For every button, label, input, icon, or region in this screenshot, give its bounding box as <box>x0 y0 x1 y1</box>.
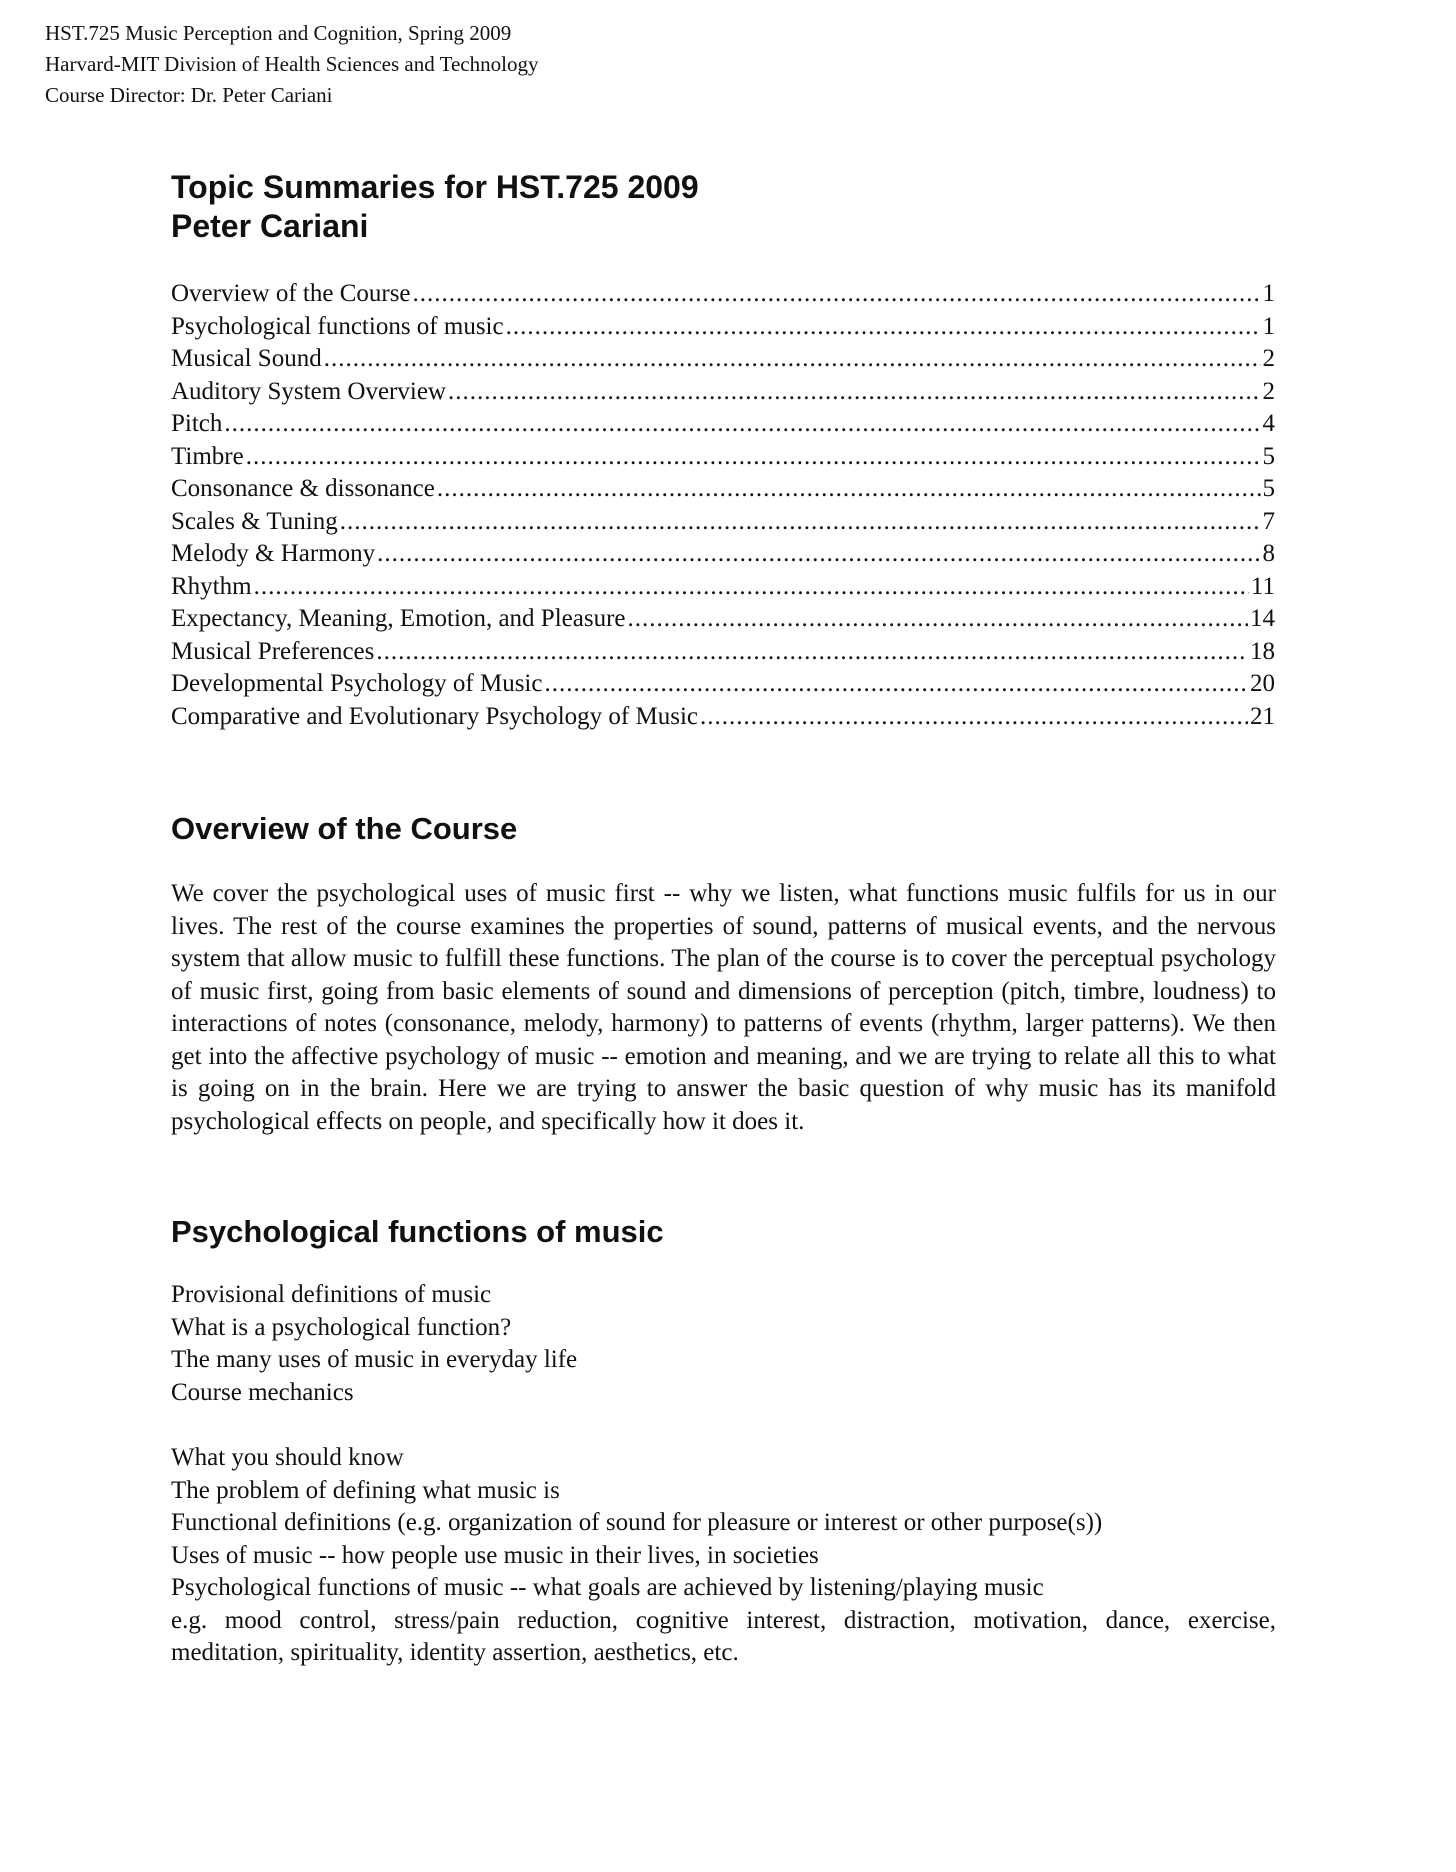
toc-entry[interactable] <box>171 408 1275 441</box>
toc-entry[interactable] <box>171 701 1275 734</box>
toc-entry-title: Pitch <box>171 410 223 437</box>
toc-entry-page: 2 <box>1262 377 1275 405</box>
toc-entry[interactable] <box>171 668 1275 701</box>
toc-entry-page: 11 <box>1250 572 1275 600</box>
toc-dot-leader <box>413 278 1261 311</box>
title-block <box>171 168 1276 246</box>
toc-entry-title: Developmental Psychology of Music <box>171 670 543 697</box>
topic-item: Course mechanics <box>171 1378 354 1406</box>
toc-entry-page: 5 <box>1262 475 1275 502</box>
toc-entry-page: 7 <box>1262 507 1275 535</box>
document-header <box>45 18 538 111</box>
toc-entry[interactable] <box>171 603 1275 636</box>
topic-item: Provisional definitions of music <box>171 1281 492 1308</box>
toc-entry[interactable] <box>171 311 1275 344</box>
toc-entry[interactable] <box>171 571 1275 604</box>
toc-entry-page: 14 <box>1250 605 1275 632</box>
what-you-should-know-list <box>171 1442 1276 1670</box>
toc-entry[interactable] <box>171 473 1275 506</box>
toc-dot-leader <box>254 571 1249 604</box>
toc-entry[interactable] <box>171 538 1275 571</box>
toc-entry-page: 5 <box>1262 442 1275 470</box>
document-title: Topic Summaries for HST.725 2009 <box>171 169 699 205</box>
toc-entry-title: Musical Preferences <box>171 637 375 665</box>
toc-entry-page: 4 <box>1262 410 1275 437</box>
toc-entry[interactable] <box>171 343 1275 376</box>
toc-entry-page: 18 <box>1250 637 1275 665</box>
toc-dot-leader <box>324 343 1261 376</box>
toc-entry-page: 20 <box>1250 670 1275 697</box>
toc-entry-title: Overview of the Course <box>171 280 411 307</box>
toc-dot-leader <box>700 701 1248 734</box>
topic-item: The many uses of music in everyday life <box>171 1346 578 1373</box>
know-item: Uses of music -- how people use music in their lives, in societies <box>171 1541 819 1569</box>
toc-entry-page: 8 <box>1262 540 1275 567</box>
toc-entry-title: Timbre <box>171 442 244 470</box>
toc-entry-title: Auditory System Overview <box>171 377 446 405</box>
document-author: Peter Cariani <box>171 208 369 244</box>
toc-dot-leader <box>376 636 1248 669</box>
table-of-contents <box>171 278 1275 733</box>
toc-dot-leader <box>437 473 1261 506</box>
toc-entry-title: Consonance & dissonance <box>171 475 435 502</box>
topic-item: What is a psychological function? <box>171 1313 512 1341</box>
toc-entry-page: 1 <box>1262 280 1275 307</box>
know-item: Psychological functions of music -- what goals are achieved by listening/playing music <box>171 1574 1044 1601</box>
toc-entry-page: 1 <box>1262 312 1275 340</box>
know-item: Functional definitions (e.g. organization of sound for pleasure or interest or other purpose(s)) <box>171 1509 1103 1536</box>
overview-heading: Overview of the Course <box>171 811 518 846</box>
toc-entry[interactable] <box>171 376 1275 409</box>
toc-dot-leader <box>246 441 1261 474</box>
examples-paragraph: e.g. mood control, stress/pain reduction, cognitive interest, distraction, motivation, dance, exercise, meditation, spirituality, identity assertion, aesthetics, etc. <box>171 1606 1276 1666</box>
toc-dot-leader <box>506 311 1261 344</box>
toc-entry-title: Musical Sound <box>171 345 322 372</box>
toc-entry[interactable] <box>171 441 1275 474</box>
toc-entry[interactable] <box>171 636 1275 669</box>
toc-entry-title: Comparative and Evolutionary Psychology of Music <box>171 702 699 730</box>
know-item: What you should know <box>171 1444 404 1471</box>
toc-dot-leader <box>340 506 1261 539</box>
course-line: HST.725 Music Perception and Cognition, Spring 2009 <box>45 21 512 45</box>
overview-paragraph: We cover the psychological uses of music first -- why we listen, what functions music fulfils for us in our lives. The rest of the course examines the properties of sound, patterns of musical events, and the nervous system that allow music to fulfill these functions. The plan of the course is to cover the perceptual psychology of music first, going from basic elements of sound and dimensions of perception (pitch, timbre, loudness) to interactions of notes (consonance, melody, harmony) to patterns of events (rhythm, larger patterns). We then get into the affective psychology of music -- emotion and meaning, and we are trying to relate all this to what is going on in the brain. Here we are trying to answer the basic question of why music has its manifold psychological effects on people, and specifically how it does it. <box>171 880 1276 1135</box>
toc-dot-leader <box>377 538 1260 571</box>
toc-dot-leader <box>628 603 1249 636</box>
toc-entry-page: 2 <box>1262 345 1275 372</box>
director-line: Course Director: Dr. Peter Cariani <box>45 83 333 107</box>
toc-entry[interactable] <box>171 506 1275 539</box>
toc-entry[interactable] <box>171 278 1275 311</box>
toc-entry-page: 21 <box>1250 702 1275 730</box>
toc-entry-title: Scales & Tuning <box>171 507 338 535</box>
toc-entry-title: Psychological functions of music <box>171 312 504 340</box>
toc-entry-title: Expectancy, Meaning, Emotion, and Pleasure <box>171 605 626 632</box>
functions-heading: Psychological functions of music <box>171 1214 664 1249</box>
know-item: The problem of defining what music is <box>171 1476 560 1504</box>
toc-entry-title: Melody & Harmony <box>171 540 376 567</box>
toc-entry-title: Rhythm <box>171 572 252 600</box>
toc-dot-leader <box>448 376 1261 409</box>
toc-dot-leader <box>224 408 1260 441</box>
division-line: Harvard-MIT Division of Health Sciences and Technology <box>45 52 539 76</box>
functions-topic-list <box>171 1279 1276 1409</box>
toc-dot-leader <box>544 668 1248 701</box>
